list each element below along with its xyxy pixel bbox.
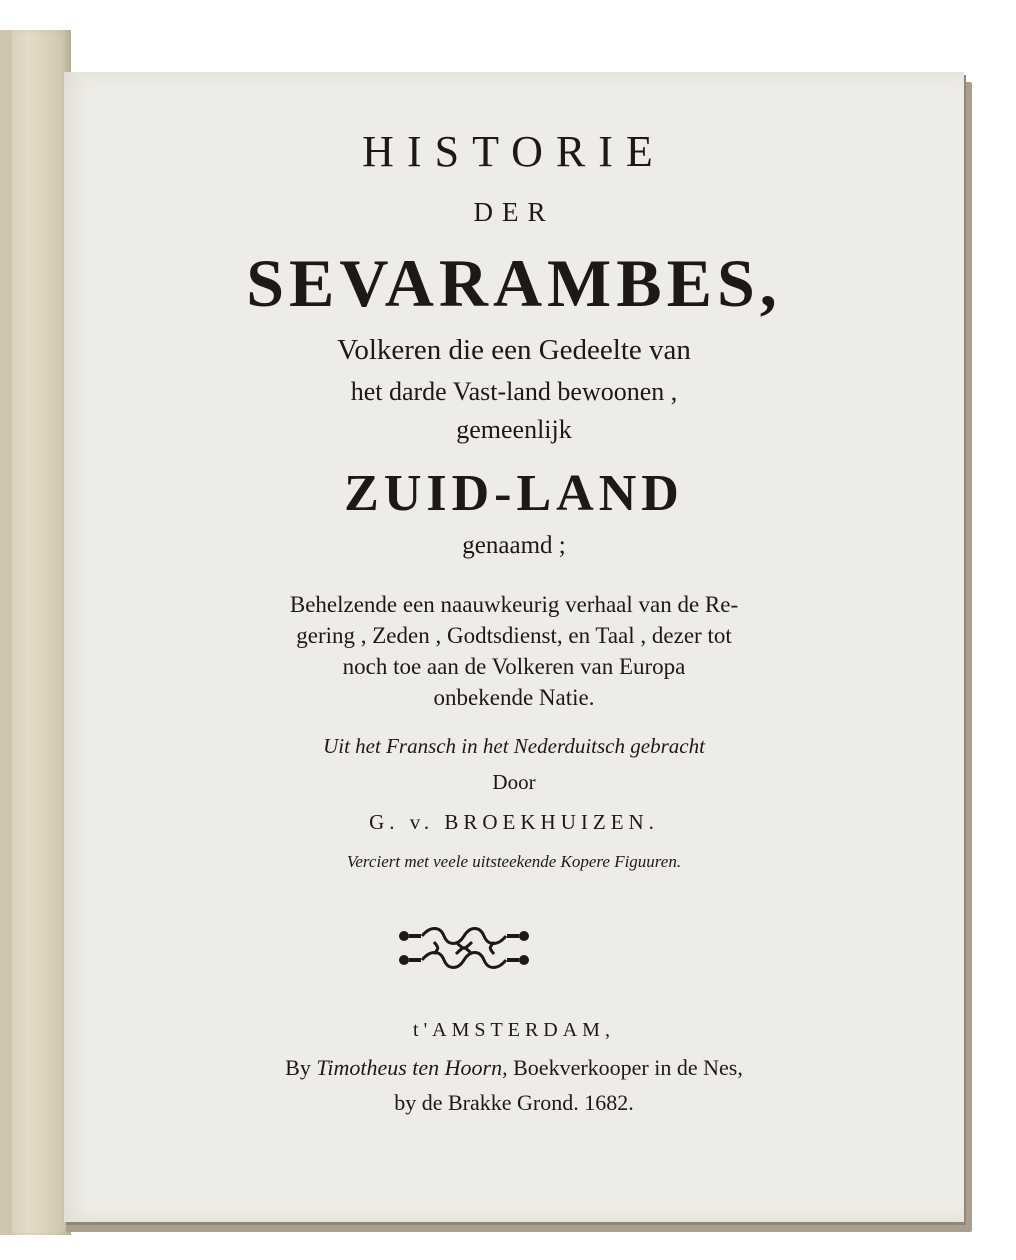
- author-name: G. v. BROEKHUIZEN.: [369, 810, 659, 834]
- subtitle-genaamd: genaamd ;: [462, 532, 566, 559]
- imprint-city: t'AMSTERDAM,: [413, 1019, 615, 1041]
- title-sevarambes: SEVARAMBES,: [246, 245, 782, 321]
- imprint-address: by de Brakke Grond. 1682.: [394, 1090, 634, 1115]
- title-page: [64, 72, 964, 1222]
- subtitle-darde: het darde Vast-land bewoonen ,: [350, 377, 678, 406]
- subtitle-volkeren: Volkeren die een Gedeelte van: [337, 334, 691, 366]
- door-label: Door: [492, 770, 536, 794]
- imprint-trade: Boekverkooper in de Nes,: [513, 1055, 743, 1080]
- imprint-publisher: Timotheus ten Hoorn,: [316, 1055, 508, 1080]
- translation-note: Uit het Fransch in het Nederduitsch gebracht: [323, 734, 705, 758]
- spine-edge: [0, 30, 12, 1235]
- imprint-by: By: [285, 1055, 311, 1080]
- description-line: Behelzende een naauwkeurig verhaal van de Re-: [289, 592, 739, 617]
- title-historie: HISTORIE: [362, 127, 666, 176]
- description-line: gering , Zeden , Godtsdienst, en Taal , dezer tot: [296, 623, 732, 648]
- title-der: DER: [473, 197, 555, 227]
- illustrations-note: Verciert met veele uitsteekende Kopere Figuuren.: [346, 852, 682, 871]
- subtitle-gemeenlijk: gemeenlijk: [456, 415, 572, 444]
- description-line: noch toe aan de Volkeren van Europa: [342, 654, 686, 679]
- imprint-publisher-line: [64, 1055, 964, 1081]
- title-zuidland: ZUID-LAND: [344, 465, 684, 522]
- description-line: onbekende Natie.: [433, 685, 595, 710]
- printers-ornament-icon: [394, 924, 534, 972]
